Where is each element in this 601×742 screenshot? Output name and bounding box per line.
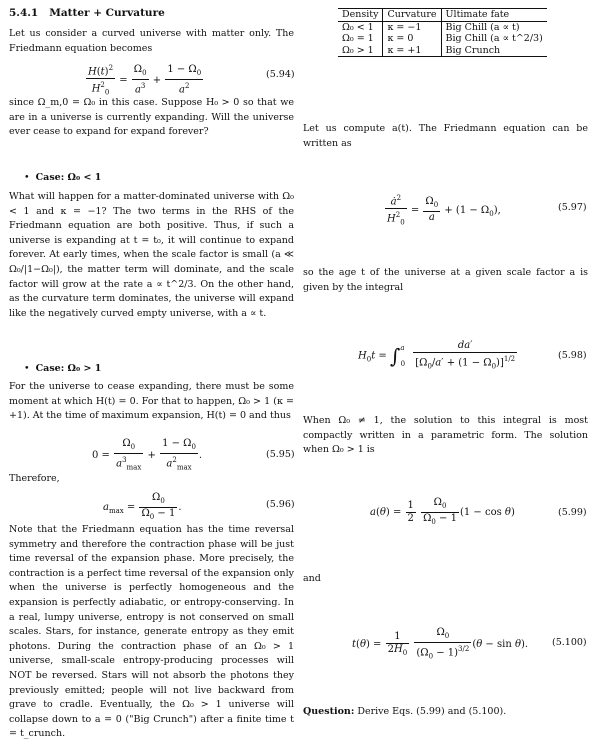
eq-number-5-99: (5.99) <box>558 507 587 518</box>
table-cell: κ = −1 <box>383 21 441 33</box>
table-header-fate: Ultimate fate <box>441 9 547 22</box>
table-cell: Ω₀ < 1 <box>342 21 374 33</box>
table-cell: Big Chill (a ∝ t) <box>441 21 547 33</box>
section-number: 5.4.1 <box>9 7 39 19</box>
table-cell: κ = +1 <box>383 45 441 57</box>
eq-number-5-96: (5.96) <box>266 499 295 510</box>
case-2-heading: • Case: Ω₀ > 1 <box>24 363 102 374</box>
and-text: and <box>303 573 321 584</box>
fate-table <box>338 8 547 57</box>
compute-paragraph: Let us compute a(t). The Friedmann equation can be written as <box>303 123 588 149</box>
parametric-paragraph: When Ω₀ ≠ 1, the solution to this integral is most compactly written in a parametric form. The solution when Ω₀ > 1 is <box>303 415 588 456</box>
table-cell: Big Crunch <box>441 45 547 57</box>
question-text: Derive Eqs. (5.99) and (5.100). <box>357 706 507 717</box>
table-cell: Ω₀ > 1 <box>338 45 383 57</box>
section-title: Matter + Curvature <box>49 7 165 19</box>
intro-paragraph: Let us consider a curved universe with matter only. The Friedmann equation becomes <box>9 28 294 54</box>
eq-number-5-100: (5.100) <box>552 637 587 648</box>
eq-number-5-94: (5.94) <box>266 69 295 80</box>
equation-5-94: $\frac{H(t)^2}{H^2_0}$ = $\frac{\Omega_0}{a^3}$ + $\frac{1 - \Omega_0}{a^2}$ <box>88 64 202 97</box>
question-label: Question: <box>303 706 355 717</box>
equation-5-95: 0 = $\frac{\Omega_0}{a^3_{max}}$ + $\frac{1 - \Omega_0}{a^2_{max}}$ . <box>92 438 203 472</box>
table-header-density: Density <box>338 9 383 22</box>
eq-number-5-98: (5.98) <box>558 350 587 361</box>
fate-table-wrapper <box>338 8 547 57</box>
question <box>303 705 506 720</box>
after-eq-5-94-paragraph: since Ω_m,0 = Ω₀ in this case. Suppose H₀ > 0 so that we are in a universe is currently expanding. Will the universe ever cease to expand for expand forever? <box>9 97 294 138</box>
case-2-paragraph: For the universe to cease expanding, there must be some moment at which H(t) = 0. For that to happen, Ω₀ > 1 (κ = +1). At the time of maximum expansion, H(t) = 0 and thus <box>9 381 294 422</box>
section-heading <box>9 7 165 19</box>
age-paragraph: so the age t of the universe at a given scale factor a is given by the integral <box>303 267 588 293</box>
eq-number-5-95: (5.95) <box>266 449 295 460</box>
case-1-paragraph: What will happen for a matter-dominated universe with Ω₀ < 1 and κ = −1? The two terms in the RHS of the Friedmann equation are both positive. Thus, if such a universe is expanding at t = t₀, it will continue to expand forever. At early times, when the scale factor is small (a ≪ Ω₀/|1−Ω₀|), the matter term will dominate, and the scale factor will grow at the rate a ∝ t^2/3. On the other hand, as the curvature term dominates, the universe will expand like the negatively curved empty universe, with a ∝ t. <box>9 191 294 319</box>
equation-5-99: a(θ) = $\frac{1}{2}$ $\frac{\Omega_0}{\Omega_0 - 1}$ (1 − cos θ) <box>370 497 515 526</box>
case-1-label: Case: Ω₀ < 1 <box>35 172 102 183</box>
table-header-curvature: Curvature <box>383 9 441 22</box>
therefore-text: Therefore, <box>9 473 60 484</box>
case-1-heading: • Case: Ω₀ < 1 <box>24 172 102 183</box>
table-cell: Big Chill (a ∝ t^2/3) <box>441 33 547 45</box>
eq-number-5-97: (5.97) <box>558 202 587 213</box>
equation-5-96: $a_{max}$ = $\frac{\Omega_0}{\Omega_0 - 1}$ . <box>103 492 182 521</box>
table-row <box>338 33 547 45</box>
table-row <box>338 21 547 33</box>
table-cell: κ = 0 <box>383 33 441 45</box>
case-2-label: Case: Ω₀ > 1 <box>35 363 102 374</box>
equation-5-98: $H_0t = \int^a_0$ $\frac{da'}{[\Omega_0/a' + (1 - \Omega_0)]^{1/2}}$ <box>358 340 516 371</box>
equation-5-100: t(θ) = $\frac{1}{2H_0}$ $\frac{\Omega_0}{(\Omega_0 - 1)^{3/2}}$ (θ − sin θ). <box>352 627 529 661</box>
equation-5-97: $\frac{ȧ^2}{H^2_0}$ = $\frac{\Omega_0}{a}$ + $(1 - \Omega_0)$, <box>387 194 501 227</box>
note-paragraph: Note that the Friedmann equation has the time reversal symmetry and therefore the contraction phase will be just time reversal of the expansion phase. More precisely, the contraction is a perfect time reversal of the expansion only when the universe is perfectly homogeneous and the expansion is perfectly adiabatic, or entropy-conserving. In a real, lumpy universe, entropy is not conserved on small scales. Stars, for instance, generate entropy as they emit photons. During the contraction phase of an Ω₀ > 1 universe, small-scale entropy-producing processes will NOT be reversed. Stars will not absorb the photons they previously emitted; people will not live backward from grave to cradle. Eventually, the Ω₀ > 1 universe will collapse down to a = 0 ("Big Crunch") after a finite time t = t_crunch. <box>9 524 294 740</box>
table-row <box>338 45 547 57</box>
table-cell: Ω₀ = 1 <box>342 33 374 44</box>
